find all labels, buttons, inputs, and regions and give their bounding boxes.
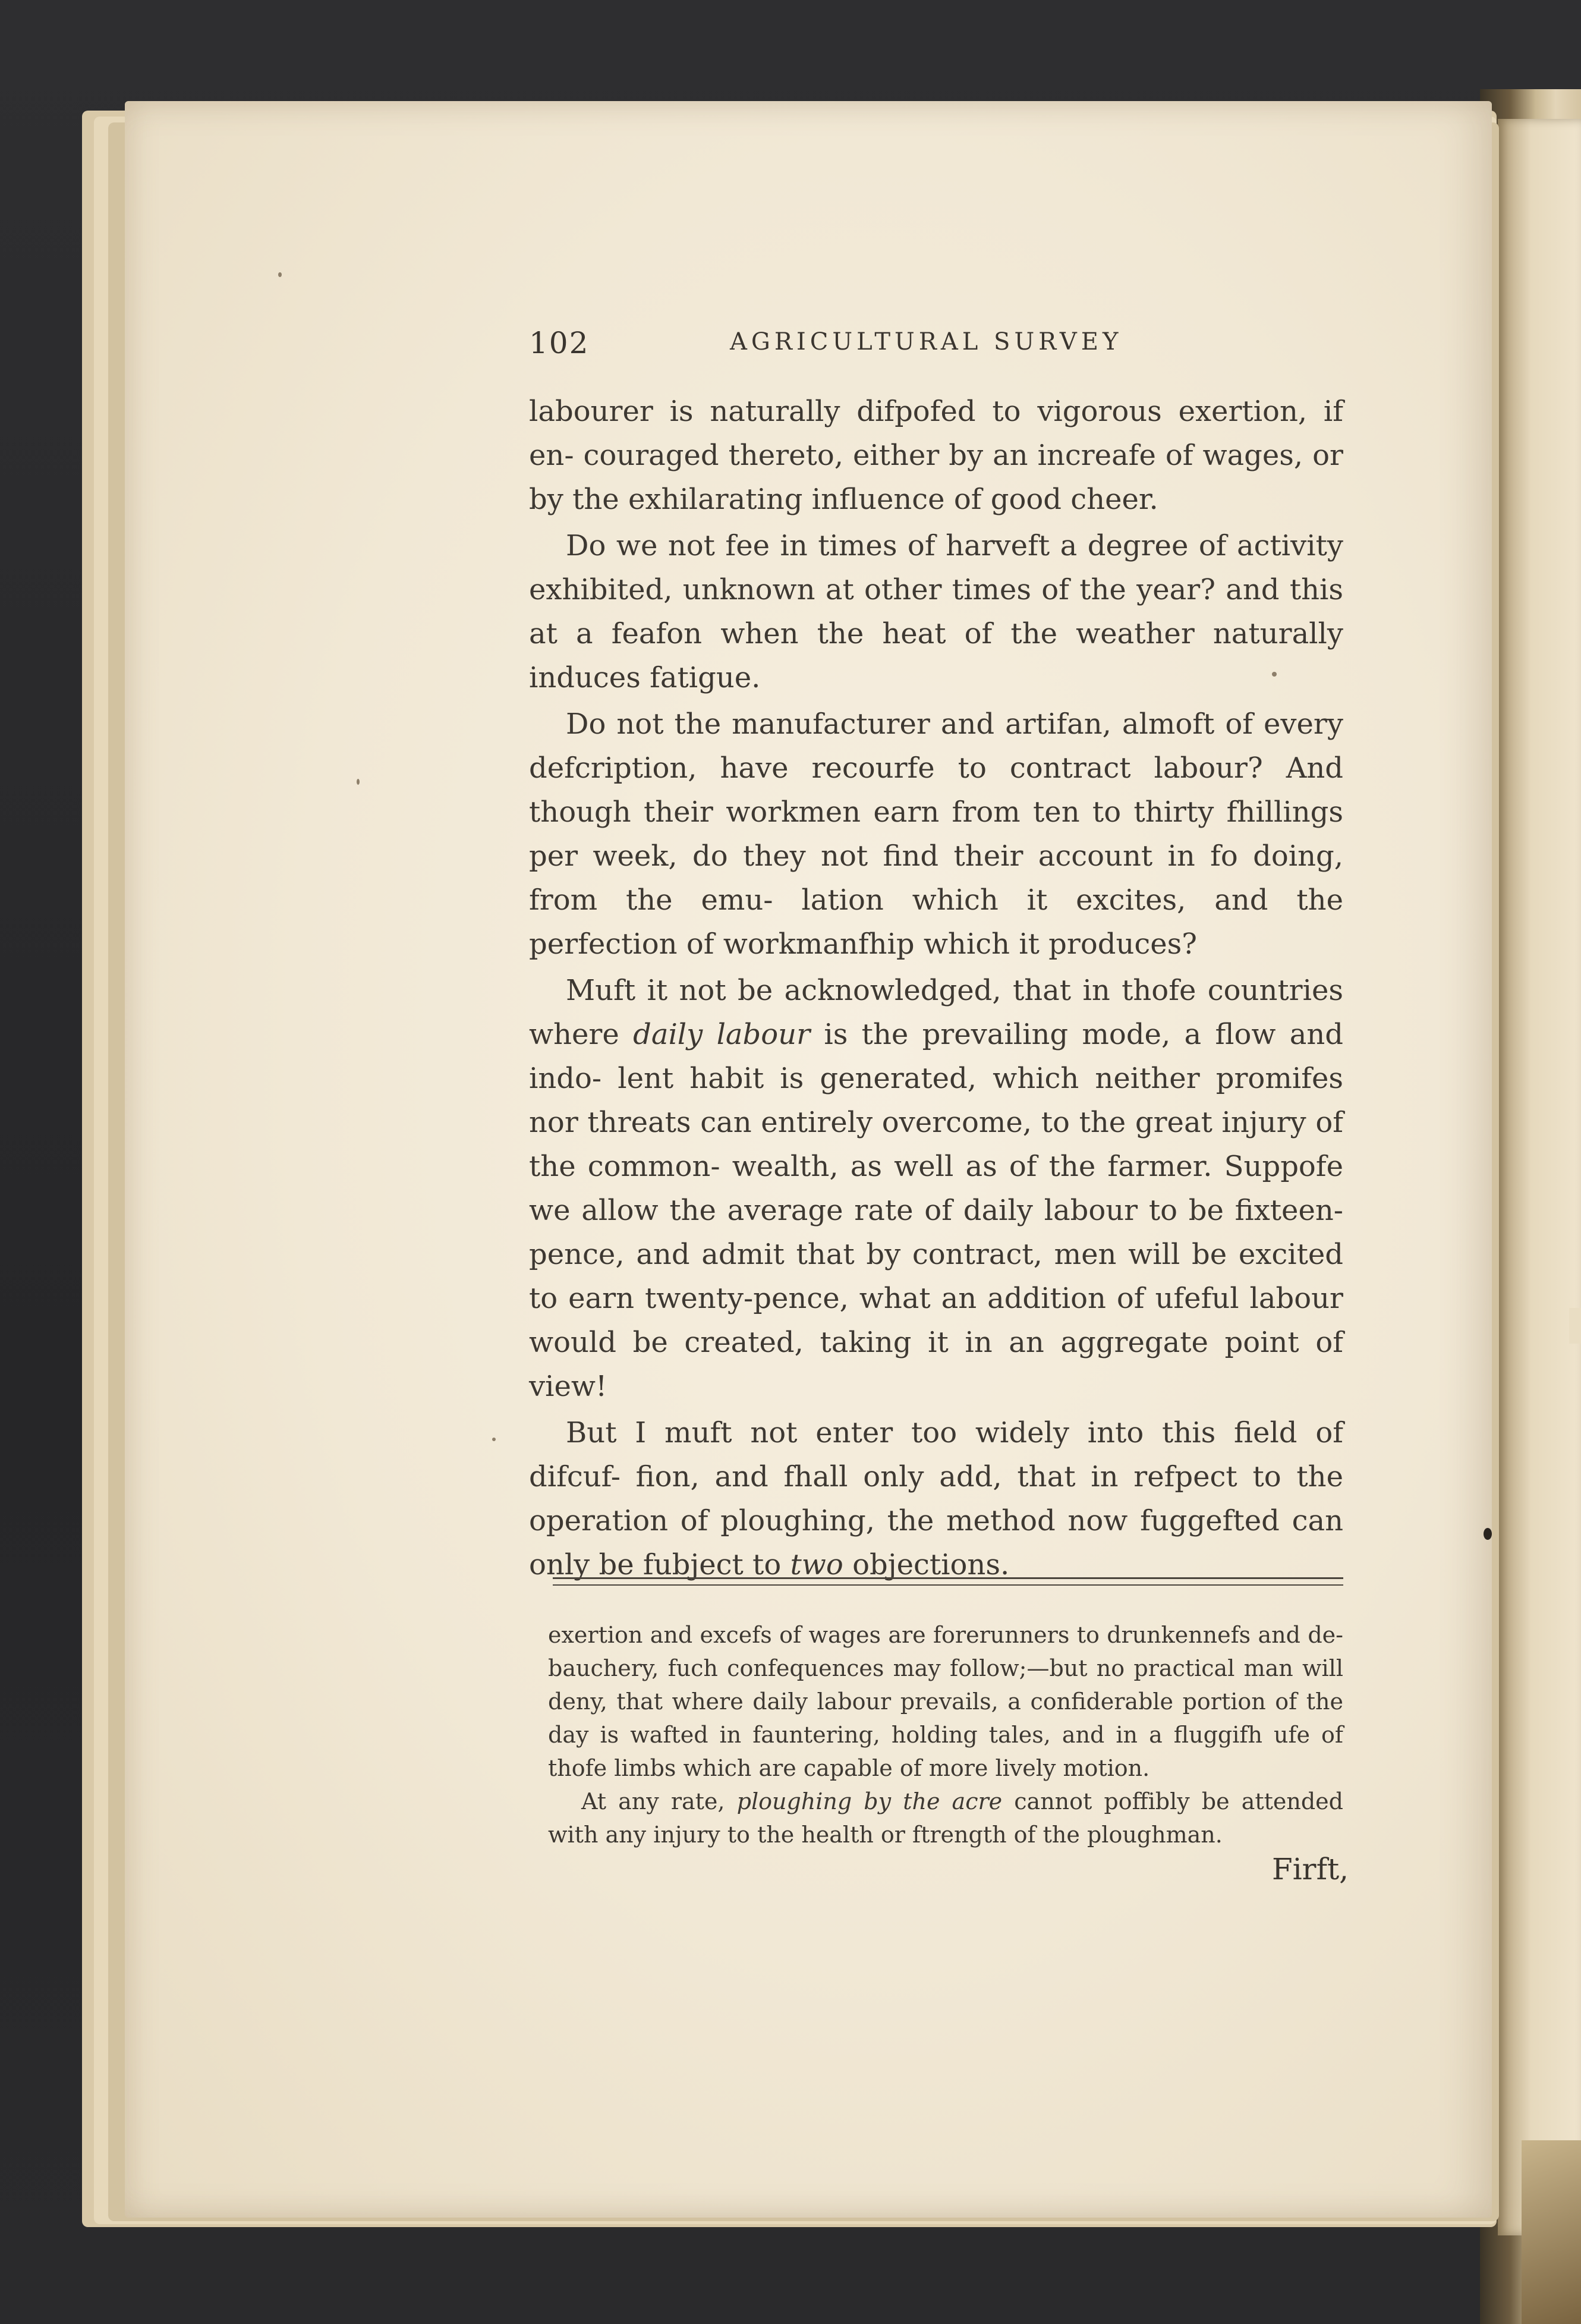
paragraph-text: is the prevailing mode, a flow and indo- lent habit is generated, which neither promifes nor threats can entirely overcome, to the great injury of the common- wealth, as well as of the farmer. Suppofe we allow the average rate of daily labour to be fixteen-pence, and admit that by contract, men will be excited to earn twenty-pence, what an addition of ufeful labour would be created, taking it in an aggregate point of view! [529,1018,1344,1403]
main-text [529,389,1343,1589]
paragraph-text: objections. [852,1548,1010,1581]
running-head: AGRICULTURAL SURVEY [730,328,1123,356]
catchword: Firft, [1272,1852,1349,1886]
facing-page-edge [1498,119,1581,2235]
paragraph [529,1411,1343,1587]
paper-speck [492,1438,496,1441]
paragraph [529,968,1343,1408]
paragraph: labourer is naturally difpofed to vigorous exertion, if en- couraged thereto, either by an increafe of wages, or by the exhilarating influence of good cheer. [529,395,1343,516]
footnotes [548,1618,1343,1851]
paragraph: Do not the manufacturer and artifan, almoft of every defcription, have recourfe to contract labour? And though their workmen earn from ten to thirty fhillings per week, do they not find their account in fo doing, from the emu- lation which it excites, and the perfection of workmanfhip which it produces? [529,707,1343,961]
facing-page-notch [1569,1308,1581,1344]
paper-speck [357,779,360,785]
footnote-paragraph: exertion and excefs of wages are forerunners to drunkennefs and de- bauchery, fuch confequences may follow;—but no practical man will deny, that where daily labour prevails, a confiderable portion of the day is wafted in fauntering, holding tales, and in a fluggifh ufe of thofe limbs which are capable of more lively motion. [548,1622,1343,1781]
paper-speck [1484,1528,1492,1540]
footnote-paragraph [548,1785,1343,1851]
paragraph: Do we not fee in times of harveft a degree of activity exhibited, unknown at other times of the year? and this at a feafon when the heat of the weather naturally induces fatigue. [529,529,1343,694]
footnote-rule [553,1577,1343,1579]
paper-speck [1272,672,1277,677]
italic-phrase: two [790,1548,843,1581]
italic-phrase: daily labour [633,1018,811,1051]
page-corner [1522,2140,1581,2324]
page-header [529,326,1349,373]
paragraph-text: Muft it not be acknowledged, that in thofe countries where [529,974,1343,1051]
page-number: 102 [529,326,590,360]
paper-speck [278,272,282,277]
paragraph-text: But I muft not enter too widely into this field of difcuf- fion, and fhall only add, that in refpect to the operation of ploughing, the method now fuggefted can only be fubject to [529,1416,1343,1581]
footnote-text: At any rate, [581,1788,725,1814]
footnote-text: cannot poffibly be attended with any injury to the health or ftrength of the ploughman. [548,1788,1343,1848]
italic-phrase: ploughing by the acre [736,1788,1003,1814]
footnote-rule [553,1584,1343,1586]
